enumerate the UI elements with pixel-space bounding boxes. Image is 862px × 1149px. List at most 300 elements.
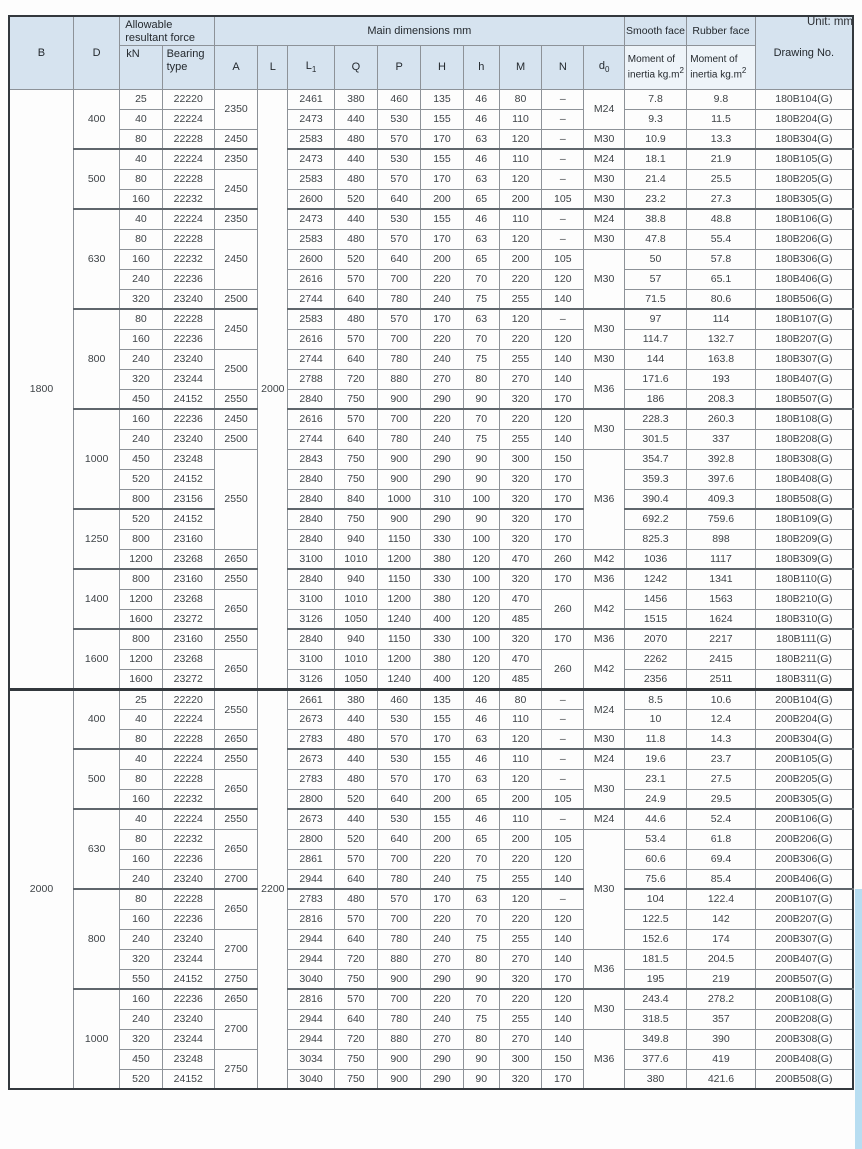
table-row xyxy=(9,709,853,729)
cell-kN: 320 xyxy=(120,1029,162,1049)
cell-P: 1240 xyxy=(378,609,421,629)
cell-M: 110 xyxy=(499,809,541,829)
cell-P: 570 xyxy=(378,229,421,249)
cell-A: 2550 xyxy=(214,389,257,409)
cell-h: 46 xyxy=(463,149,499,169)
cell-M: 255 xyxy=(499,869,541,889)
cell-M: 255 xyxy=(499,289,541,309)
cell-L1: 2788 xyxy=(288,369,334,389)
cell-A: 2550 xyxy=(214,689,257,729)
cell-H: 200 xyxy=(421,829,463,849)
cell-M: 255 xyxy=(499,349,541,369)
col-header-P: P xyxy=(378,45,421,89)
cell-P: 640 xyxy=(378,829,421,849)
col-header-H: H xyxy=(421,45,463,89)
cell-smooth: 692.2 xyxy=(624,509,686,529)
cell-d0: M36 xyxy=(584,569,624,589)
cell-rubber: 10.6 xyxy=(687,689,755,709)
header-row-2 xyxy=(9,45,853,89)
cell-N: 140 xyxy=(542,869,584,889)
cell-P: 900 xyxy=(378,389,421,409)
table-row xyxy=(9,329,853,349)
cell-rubber: 204.5 xyxy=(687,949,755,969)
table-row xyxy=(9,929,853,949)
table-row xyxy=(9,569,853,589)
cell-M: 470 xyxy=(499,589,541,609)
cell-P: 570 xyxy=(378,729,421,749)
cell-rubber: 57.8 xyxy=(687,249,755,269)
cell-N: 170 xyxy=(542,509,584,529)
cell-drawing: 200B104(G) xyxy=(755,689,853,709)
cell-d0: M24 xyxy=(584,689,624,729)
cell-drawing: 180B310(G) xyxy=(755,609,853,629)
cell-drawing: 180B308(G) xyxy=(755,449,853,469)
cell-smooth: 11.8 xyxy=(624,729,686,749)
cell-Q: 640 xyxy=(334,869,377,889)
col-header-rubber-face: Rubber face xyxy=(687,16,755,45)
cell-P: 640 xyxy=(378,789,421,809)
table-row xyxy=(9,1009,853,1029)
cell-N: – xyxy=(542,769,584,789)
cell-smooth: 18.1 xyxy=(624,149,686,169)
cell-H: 220 xyxy=(421,909,463,929)
cell-N: – xyxy=(542,89,584,109)
cell-N: 170 xyxy=(542,389,584,409)
cell-M: 120 xyxy=(499,129,541,149)
cell-M: 200 xyxy=(499,829,541,849)
cell-drawing: 200B308(G) xyxy=(755,1029,853,1049)
cell-P: 570 xyxy=(378,889,421,909)
cell-P: 700 xyxy=(378,849,421,869)
cell-bearing: 23244 xyxy=(162,1029,214,1049)
cell-M: 320 xyxy=(499,969,541,989)
cell-bearing: 24152 xyxy=(162,509,214,529)
cell-H: 240 xyxy=(421,1009,463,1029)
cell-smooth: 354.7 xyxy=(624,449,686,469)
cell-L1: 2461 xyxy=(288,89,334,109)
cell-N: – xyxy=(542,709,584,729)
table-row xyxy=(9,689,853,709)
cell-h: 75 xyxy=(463,929,499,949)
cell-L1: 2473 xyxy=(288,109,334,129)
cell-M: 300 xyxy=(499,1049,541,1069)
col-header-N: N xyxy=(542,45,584,89)
cell-h: 120 xyxy=(463,669,499,689)
cell-rubber: 1117 xyxy=(687,549,755,569)
cell-h: 65 xyxy=(463,189,499,209)
cell-kN: 800 xyxy=(120,529,162,549)
cell-N: 120 xyxy=(542,989,584,1009)
cell-Q: 750 xyxy=(334,389,377,409)
cell-N: – xyxy=(542,229,584,249)
cell-N: – xyxy=(542,809,584,829)
cell-Q: 750 xyxy=(334,1069,377,1089)
table-row xyxy=(9,549,853,569)
table-row xyxy=(9,909,853,929)
cell-N: 120 xyxy=(542,909,584,929)
cell-L1: 2944 xyxy=(288,949,334,969)
cell-A: 2700 xyxy=(214,1009,257,1049)
cell-H: 290 xyxy=(421,1069,463,1089)
cell-H: 170 xyxy=(421,129,463,149)
cell-d0: M42 xyxy=(584,589,624,629)
table-row xyxy=(9,589,853,609)
cell-N: – xyxy=(542,729,584,749)
cell-H: 330 xyxy=(421,529,463,549)
cell-P: 780 xyxy=(378,929,421,949)
cell-Q: 750 xyxy=(334,1049,377,1069)
cell-kN: 1600 xyxy=(120,669,162,689)
cell-bearing: 22236 xyxy=(162,989,214,1009)
table-row xyxy=(9,1069,853,1089)
cell-h: 70 xyxy=(463,989,499,1009)
cell-Q: 520 xyxy=(334,829,377,849)
cell-h: 90 xyxy=(463,469,499,489)
cell-H: 170 xyxy=(421,229,463,249)
cell-kN: 160 xyxy=(120,789,162,809)
cell-H: 170 xyxy=(421,729,463,749)
cell-P: 570 xyxy=(378,129,421,149)
cell-bearing: 23268 xyxy=(162,549,214,569)
cell-rubber: 260.3 xyxy=(687,409,755,429)
cell-smooth: 152.6 xyxy=(624,929,686,949)
cell-A: 2500 xyxy=(214,349,257,389)
cell-h: 70 xyxy=(463,909,499,929)
cell-N: 170 xyxy=(542,1069,584,1089)
cell-kN: 40 xyxy=(120,209,162,229)
cell-h: 70 xyxy=(463,409,499,429)
cell-rubber: 898 xyxy=(687,529,755,549)
cell-L1: 2800 xyxy=(288,829,334,849)
cell-M: 320 xyxy=(499,629,541,649)
table-row xyxy=(9,389,853,409)
cell-rubber: 114 xyxy=(687,309,755,329)
cell-kN: 160 xyxy=(120,909,162,929)
cell-h: 80 xyxy=(463,949,499,969)
cell-L: 2000 xyxy=(258,89,288,689)
cell-smooth: 2070 xyxy=(624,629,686,649)
table-row xyxy=(9,449,853,469)
cell-drawing: 200B307(G) xyxy=(755,929,853,949)
cell-drawing: 180B311(G) xyxy=(755,669,853,689)
cell-rubber: 69.4 xyxy=(687,849,755,869)
cell-h: 65 xyxy=(463,249,499,269)
cell-bearing: 23268 xyxy=(162,649,214,669)
cell-drawing: 180B208(G) xyxy=(755,429,853,449)
cell-h: 90 xyxy=(463,969,499,989)
cell-kN: 40 xyxy=(120,109,162,129)
cell-H: 220 xyxy=(421,409,463,429)
cell-bearing: 22228 xyxy=(162,769,214,789)
cell-L1: 2840 xyxy=(288,509,334,529)
cell-rubber: 421.6 xyxy=(687,1069,755,1089)
cell-smooth: 53.4 xyxy=(624,829,686,849)
cell-P: 530 xyxy=(378,809,421,829)
cell-kN: 240 xyxy=(120,1009,162,1029)
cell-d0: M24 xyxy=(584,89,624,129)
cell-P: 900 xyxy=(378,509,421,529)
cell-h: 75 xyxy=(463,429,499,449)
table-row xyxy=(9,249,853,269)
cell-rubber: 357 xyxy=(687,1009,755,1029)
cell-H: 200 xyxy=(421,249,463,269)
spec-table xyxy=(8,15,854,1090)
cell-N: – xyxy=(542,689,584,709)
table-body xyxy=(9,89,853,1089)
cell-P: 700 xyxy=(378,909,421,929)
cell-Q: 750 xyxy=(334,449,377,469)
cell-N: 170 xyxy=(542,489,584,509)
cell-kN: 25 xyxy=(120,89,162,109)
cell-D: 400 xyxy=(73,689,119,749)
cell-P: 780 xyxy=(378,349,421,369)
cell-Q: 570 xyxy=(334,329,377,349)
cell-L1: 2616 xyxy=(288,329,334,349)
cell-H: 135 xyxy=(421,89,463,109)
cell-drawing: 180B210(G) xyxy=(755,589,853,609)
cell-drawing: 200B206(G) xyxy=(755,829,853,849)
cell-M: 270 xyxy=(499,369,541,389)
cell-drawing: 200B208(G) xyxy=(755,1009,853,1029)
cell-A: 2450 xyxy=(214,309,257,349)
cell-M: 320 xyxy=(499,509,541,529)
cell-smooth: 8.5 xyxy=(624,689,686,709)
col-header-d0: $d_0$ xyxy=(584,45,624,89)
cell-Q: 440 xyxy=(334,149,377,169)
cell-smooth: 10.9 xyxy=(624,129,686,149)
cell-drawing: 200B508(G) xyxy=(755,1069,853,1089)
cell-H: 270 xyxy=(421,949,463,969)
cell-N: 260 xyxy=(542,549,584,569)
cell-Q: 750 xyxy=(334,969,377,989)
cell-h: 80 xyxy=(463,1029,499,1049)
cell-A: 2350 xyxy=(214,89,257,129)
cell-L: 2200 xyxy=(258,689,288,1089)
cell-smooth: 1456 xyxy=(624,589,686,609)
cell-d0: M24 xyxy=(584,209,624,229)
cell-P: 460 xyxy=(378,89,421,109)
cell-drawing: 200B205(G) xyxy=(755,769,853,789)
cell-bearing: 23240 xyxy=(162,349,214,369)
cell-N: 150 xyxy=(542,449,584,469)
cell-d0: M36 xyxy=(584,369,624,409)
cell-Q: 750 xyxy=(334,469,377,489)
cell-L1: 2583 xyxy=(288,229,334,249)
cell-rubber: 25.5 xyxy=(687,169,755,189)
cell-D: 630 xyxy=(73,209,119,309)
cell-drawing: 200B106(G) xyxy=(755,809,853,829)
cell-h: 90 xyxy=(463,1069,499,1089)
table-row xyxy=(9,109,853,129)
cell-kN: 40 xyxy=(120,149,162,169)
cell-Q: 520 xyxy=(334,189,377,209)
cell-N: – xyxy=(542,209,584,229)
cell-h: 100 xyxy=(463,529,499,549)
cell-H: 155 xyxy=(421,209,463,229)
cell-H: 330 xyxy=(421,569,463,589)
cell-P: 900 xyxy=(378,469,421,489)
cell-smooth: 195 xyxy=(624,969,686,989)
cell-N: 140 xyxy=(542,1009,584,1029)
cell-rubber: 163.8 xyxy=(687,349,755,369)
cell-kN: 40 xyxy=(120,709,162,729)
cell-bearing: 23240 xyxy=(162,289,214,309)
cell-kN: 1600 xyxy=(120,609,162,629)
cell-h: 70 xyxy=(463,269,499,289)
cell-Q: 940 xyxy=(334,529,377,549)
col-header-D: D xyxy=(73,16,119,89)
cell-rubber: 409.3 xyxy=(687,489,755,509)
cell-rubber: 27.5 xyxy=(687,769,755,789)
cell-L1: 3100 xyxy=(288,649,334,669)
cell-M: 320 xyxy=(499,569,541,589)
cell-M: 80 xyxy=(499,89,541,109)
cell-H: 400 xyxy=(421,669,463,689)
cell-smooth: 2356 xyxy=(624,669,686,689)
cell-smooth: 24.9 xyxy=(624,789,686,809)
cell-h: 46 xyxy=(463,209,499,229)
cell-M: 200 xyxy=(499,249,541,269)
cell-kN: 160 xyxy=(120,989,162,1009)
cell-drawing: 180B111(G) xyxy=(755,629,853,649)
cell-M: 220 xyxy=(499,329,541,349)
cell-L1: 2583 xyxy=(288,309,334,329)
cell-h: 46 xyxy=(463,749,499,769)
cell-kN: 80 xyxy=(120,229,162,249)
cell-h: 65 xyxy=(463,829,499,849)
cell-rubber: 29.5 xyxy=(687,789,755,809)
cell-smooth: 9.3 xyxy=(624,109,686,129)
cell-H: 170 xyxy=(421,769,463,789)
cell-P: 900 xyxy=(378,1069,421,1089)
cell-L1: 2843 xyxy=(288,449,334,469)
cell-drawing: 180B309(G) xyxy=(755,549,853,569)
cell-D: 1250 xyxy=(73,509,119,569)
cell-smooth: 1036 xyxy=(624,549,686,569)
cell-D: 500 xyxy=(73,149,119,209)
cell-smooth: 71.5 xyxy=(624,289,686,309)
cell-drawing: 200B304(G) xyxy=(755,729,853,749)
cell-bearing: 23272 xyxy=(162,669,214,689)
cell-kN: 160 xyxy=(120,189,162,209)
cell-drawing: 180B105(G) xyxy=(755,149,853,169)
cell-bearing: 22232 xyxy=(162,829,214,849)
table-row xyxy=(9,829,853,849)
cell-drawing: 180B307(G) xyxy=(755,349,853,369)
cell-kN: 320 xyxy=(120,369,162,389)
cell-M: 320 xyxy=(499,1069,541,1089)
cell-A: 2650 xyxy=(214,889,257,929)
cell-rubber: 2415 xyxy=(687,649,755,669)
cell-H: 220 xyxy=(421,329,463,349)
cell-drawing: 180B506(G) xyxy=(755,289,853,309)
cell-D: 1400 xyxy=(73,569,119,629)
cell-H: 380 xyxy=(421,549,463,569)
cell-kN: 1200 xyxy=(120,649,162,669)
cell-bearing: 23160 xyxy=(162,569,214,589)
cell-N: 260 xyxy=(542,649,584,689)
cell-bearing: 23156 xyxy=(162,489,214,509)
cell-rubber: 1563 xyxy=(687,589,755,609)
cell-H: 380 xyxy=(421,589,463,609)
cell-H: 240 xyxy=(421,869,463,889)
cell-rubber: 55.4 xyxy=(687,229,755,249)
cell-h: 100 xyxy=(463,569,499,589)
cell-L1: 2616 xyxy=(288,269,334,289)
cell-drawing: 180B104(G) xyxy=(755,89,853,109)
cell-h: 120 xyxy=(463,549,499,569)
cell-N: 140 xyxy=(542,369,584,389)
cell-kN: 1200 xyxy=(120,589,162,609)
cell-kN: 80 xyxy=(120,889,162,909)
cell-d0: M30 xyxy=(584,989,624,1029)
cell-rubber: 21.9 xyxy=(687,149,755,169)
cell-A: 2450 xyxy=(214,229,257,289)
cell-D: 1600 xyxy=(73,629,119,689)
cell-H: 170 xyxy=(421,889,463,909)
cell-P: 780 xyxy=(378,289,421,309)
cell-smooth: 181.5 xyxy=(624,949,686,969)
cell-Q: 480 xyxy=(334,889,377,909)
cell-L1: 2616 xyxy=(288,409,334,429)
cell-A: 2550 xyxy=(214,629,257,649)
cell-M: 220 xyxy=(499,849,541,869)
cell-M: 110 xyxy=(499,149,541,169)
table-row xyxy=(9,809,853,829)
cell-Q: 570 xyxy=(334,849,377,869)
col-header-smooth-moment-of-inertia: Moment of inertia $kg.m^2$ xyxy=(624,45,686,89)
cell-kN: 80 xyxy=(120,729,162,749)
table-row xyxy=(9,509,853,529)
cell-H: 290 xyxy=(421,469,463,489)
cell-drawing: 200B306(G) xyxy=(755,849,853,869)
cell-H: 155 xyxy=(421,749,463,769)
table-row xyxy=(9,609,853,629)
cell-kN: 800 xyxy=(120,569,162,589)
cell-rubber: 759.6 xyxy=(687,509,755,529)
cell-rubber: 337 xyxy=(687,429,755,449)
cell-N: 140 xyxy=(542,929,584,949)
cell-M: 110 xyxy=(499,109,541,129)
cell-M: 255 xyxy=(499,429,541,449)
table-row xyxy=(9,749,853,769)
cell-smooth: 19.6 xyxy=(624,749,686,769)
cell-M: 220 xyxy=(499,989,541,1009)
cell-L1: 2673 xyxy=(288,809,334,829)
cell-bearing: 22228 xyxy=(162,889,214,909)
cell-rubber: 397.6 xyxy=(687,469,755,489)
table-row xyxy=(9,349,853,369)
cell-d0: M30 xyxy=(584,249,624,309)
col-group-allowable-force: Allowable resultant force xyxy=(120,16,215,45)
cell-h: 75 xyxy=(463,869,499,889)
cell-bearing: 22228 xyxy=(162,129,214,149)
cell-A: 2550 xyxy=(214,809,257,829)
cell-d0: M30 xyxy=(584,829,624,949)
cell-Q: 640 xyxy=(334,1009,377,1029)
cell-Q: 570 xyxy=(334,989,377,1009)
cell-Q: 480 xyxy=(334,769,377,789)
cell-D: 800 xyxy=(73,889,119,989)
cell-h: 46 xyxy=(463,709,499,729)
cell-h: 46 xyxy=(463,89,499,109)
cell-smooth: 104 xyxy=(624,889,686,909)
cell-A: 2550 xyxy=(214,449,257,549)
cell-h: 46 xyxy=(463,689,499,709)
cell-N: – xyxy=(542,749,584,769)
cell-kN: 520 xyxy=(120,469,162,489)
cell-M: 320 xyxy=(499,489,541,509)
